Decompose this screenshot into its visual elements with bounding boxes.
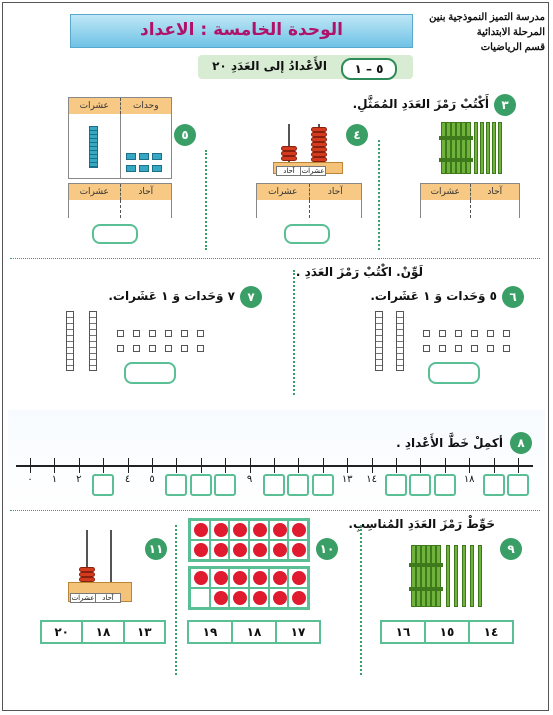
number-line-label: ٤: [124, 474, 131, 485]
divider: [175, 525, 177, 675]
tens-answer-cell[interactable]: [257, 200, 309, 218]
one-rod: [474, 122, 478, 174]
number-line-blank[interactable]: [483, 474, 505, 496]
number-line-tick: [152, 458, 153, 473]
ones-header: آحاد: [309, 184, 362, 200]
number-line-tick: [274, 458, 275, 473]
number-line-blank[interactable]: [312, 474, 334, 496]
number-line-tick: [420, 458, 421, 473]
number-line-tick: [445, 458, 446, 473]
ones-answer-cell[interactable]: [470, 200, 520, 218]
problem-number-11: ١١: [145, 538, 167, 560]
abacus-tens-label: عشرات: [301, 167, 325, 175]
one-rod: [462, 545, 466, 607]
number-line-label: ١: [51, 474, 58, 485]
number-line-blank[interactable]: [409, 474, 431, 496]
number-line-tick: [54, 458, 55, 473]
number-line-label: ٩: [246, 474, 253, 485]
ten-block: [66, 311, 74, 371]
option-11-c[interactable]: ١٣: [123, 622, 164, 642]
number-line-tick: [79, 458, 80, 473]
abacus-ones-label: آحاد: [276, 166, 302, 176]
number-line-tick: [103, 458, 104, 473]
number-line-tick: [372, 458, 373, 473]
problem-number-4: ٤: [346, 124, 368, 146]
school-info: [429, 10, 545, 55]
answer-box-7[interactable]: [124, 362, 176, 384]
number-line-blank[interactable]: [507, 474, 529, 496]
number-line-blank[interactable]: [385, 474, 407, 496]
tens-header: عشرات: [79, 187, 109, 197]
number-line-label: ٢: [76, 474, 82, 485]
instruction-complete-line: أكمِلْ خَطَّ الأَعْدادِ .: [396, 436, 503, 450]
number-line-tick: [494, 458, 495, 473]
ten-frame-2: [188, 566, 310, 610]
ten-cube-column: [89, 126, 98, 168]
ten-block: [89, 311, 97, 371]
options-9: [380, 620, 514, 644]
number-line-tick: [298, 458, 299, 473]
units-header: وحدات: [120, 98, 172, 114]
option-10-a[interactable]: ١٩: [202, 625, 218, 639]
instruction-color-write: لَوِّنْ. اكْتُبْ رَمْزَ العَدَدِ .: [295, 265, 423, 279]
problem-number-6: ٦: [502, 286, 524, 308]
one-rod: [492, 122, 496, 174]
one-rod: [446, 545, 450, 607]
number-line-tick: [469, 458, 470, 473]
problem-7-text: ٧ وَحَدات وَ ١ عَشَرات.: [108, 289, 235, 303]
one-rod: [478, 545, 482, 607]
school-name: مدرسة التميز النموذجية بنين: [429, 12, 545, 23]
one-rod: [498, 122, 502, 174]
option-10-b[interactable]: ١٨: [231, 622, 275, 642]
divider: [360, 525, 362, 675]
number-line-tick: [250, 458, 251, 473]
one-rod: [480, 122, 484, 174]
one-rod: [486, 122, 490, 174]
option-11-b[interactable]: ١٨: [81, 622, 122, 642]
number-line-blank[interactable]: [214, 474, 236, 496]
instruction-write-number: أَكْتُبْ رَمْزَ العَدَدِ المُمَثَّلِ.: [352, 97, 489, 111]
tens-answer-cell[interactable]: [69, 200, 120, 218]
problem-number-8: ٨: [510, 432, 532, 454]
ten-rod-bundle: [441, 122, 471, 174]
place-value-table-4: [256, 183, 362, 218]
tens-header: عشرات: [430, 187, 460, 197]
divider: [205, 150, 207, 250]
number-line-tick: [201, 458, 202, 473]
unit-title: الوحدة الخامسة : الاعداد: [140, 20, 343, 40]
problem-number-3: ٣: [494, 94, 516, 116]
option-9-c[interactable]: ١٤: [468, 622, 512, 642]
one-rod: [454, 545, 458, 607]
problem-number-5: ٥: [174, 124, 196, 146]
school-stage: المرحلة الابتدائية: [476, 27, 545, 38]
option-11-a[interactable]: ٢٠: [54, 625, 69, 639]
abacus-tens-label: عشرات: [71, 594, 95, 602]
one-rod: [470, 545, 474, 607]
tens-answer-cell[interactable]: [421, 200, 470, 218]
lesson-header: [198, 55, 413, 79]
ten-block: [396, 311, 404, 371]
number-line-tick: [176, 458, 177, 473]
ones-header: آحاد: [470, 184, 520, 200]
answer-box-6[interactable]: [428, 362, 480, 384]
answer-box-4[interactable]: [284, 224, 330, 244]
number-line-label: ١٣: [341, 474, 353, 485]
number-line-tick: [323, 458, 324, 473]
unit-banner: [70, 14, 413, 48]
divider: [293, 270, 295, 395]
option-9-b[interactable]: ١٥: [424, 622, 468, 642]
number-line-tick: [347, 458, 348, 473]
ten-block: [375, 311, 383, 371]
number-line-blank[interactable]: [263, 474, 285, 496]
place-value-table-5: [68, 183, 172, 218]
number-line-blank[interactable]: [434, 474, 456, 496]
number-line-tick: [30, 458, 31, 473]
school-dept: قسم الرياضيات: [480, 42, 545, 53]
problem-number-9: ٩: [500, 538, 522, 560]
ones-answer-cell[interactable]: [309, 200, 362, 218]
section-divider: [10, 510, 540, 511]
divider: [378, 140, 380, 250]
ones-header: آحاد: [120, 184, 172, 200]
abacus-ones-label: آحاد: [95, 593, 121, 603]
tens-header: عشرات: [79, 101, 109, 111]
number-line-label: ٥: [149, 474, 155, 485]
instruction-circle-number: حَوِّطْ رَمْزَ العَدَدِ المُناسِبِ.: [348, 517, 495, 531]
ten-rod-bundle: [411, 545, 441, 607]
ten-frame-1: [188, 518, 310, 562]
lesson-number: ٥ – ١: [341, 58, 397, 80]
number-line-tick: [396, 458, 397, 473]
problem-number-10: ١٠: [316, 538, 338, 560]
number-line-blank[interactable]: [165, 474, 187, 496]
options-10: [187, 620, 321, 644]
number-line-label: ١٤: [366, 474, 377, 485]
lesson-title: الأَعْدادُ إلى العَدَدِ ٢٠: [212, 59, 327, 73]
option-10-c[interactable]: ١٧: [275, 622, 319, 642]
number-line-blank[interactable]: [287, 474, 309, 496]
number-line-blank[interactable]: [92, 474, 114, 496]
section-divider: [10, 258, 540, 259]
problem-number-7: ٧: [240, 286, 262, 308]
number-line-label: ٠: [27, 474, 33, 485]
number-line-tick: [225, 458, 226, 473]
number-line-tick: [128, 458, 129, 473]
option-9-a[interactable]: ١٦: [395, 625, 411, 639]
number-line-tick: [518, 458, 519, 473]
ones-answer-cell[interactable]: [120, 200, 172, 218]
number-line-blank[interactable]: [190, 474, 212, 496]
number-line-label: ١٨: [463, 474, 475, 485]
problem-6-text: ٥ وَحَدات وَ ١ عَشَرات.: [370, 289, 497, 303]
options-11: [40, 620, 166, 644]
place-value-table-3: [420, 183, 520, 218]
answer-box-5[interactable]: [92, 224, 138, 244]
tens-header: عشرات: [268, 187, 298, 197]
